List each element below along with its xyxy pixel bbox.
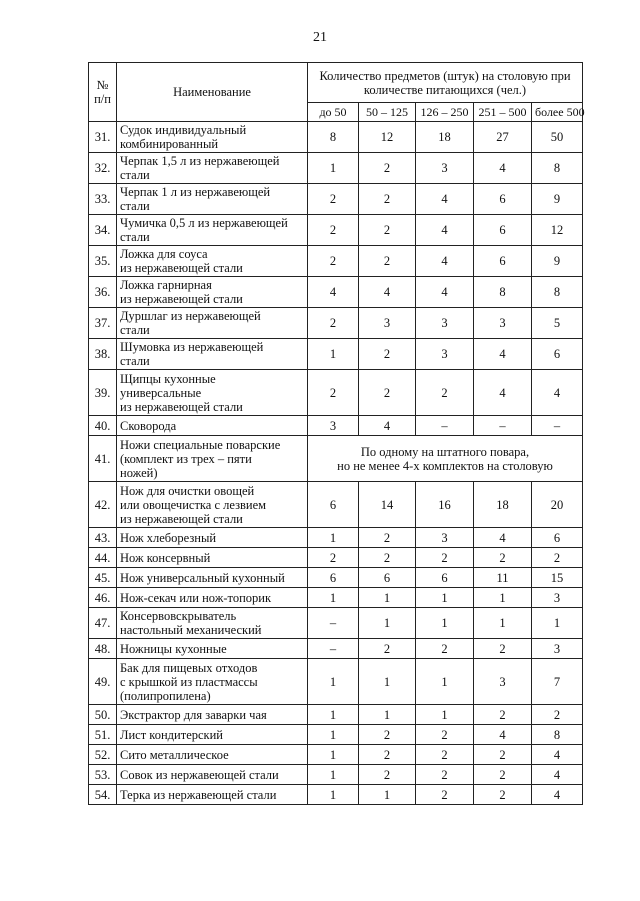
quantity-note [308,436,583,482]
row-number: 35. [89,246,117,277]
quantity-cell: 2 [474,745,532,765]
quantity-cell: 6 [359,568,416,588]
item-name-line: или овощечистка с лезвием [120,497,267,512]
item-name-line: стали [120,354,150,368]
quantity-cell: 2 [416,745,474,765]
quantity-cell: 6 [474,184,532,215]
row-number: 46. [89,588,117,608]
quantity-cell: 4 [474,339,532,370]
item-name-line: Ложка гарнирная [120,278,212,292]
item-name-line: стали [120,168,150,182]
table-row [89,785,583,805]
quantity-cell: 4 [474,153,532,184]
quantity-cell: 1 [308,659,359,705]
quantity-cell: 1 [474,588,532,608]
table-row [89,122,583,153]
item-name-line: Чумичка 0,5 л из нержавеющей [120,216,288,230]
quantity-cell: 1 [359,608,416,639]
row-number: 43. [89,528,117,548]
row-number: 50. [89,705,117,725]
item-name-line: Нож консервный [120,550,211,565]
quantity-cell: 4 [474,725,532,745]
quantity-cell: 2 [416,765,474,785]
quantity-cell: – [416,416,474,436]
item-name-line: (полипропилена) [120,688,211,703]
item-name-line: с крышкой из пластмассы [120,674,258,689]
item-name [117,436,308,482]
quantity-cell: 1 [308,339,359,370]
quantity-cell: 1 [308,745,359,765]
item-name-line: Консервовскрыватель [120,609,237,623]
quantity-cell: 4 [416,184,474,215]
item-name [117,215,308,246]
quantity-cell: 2 [359,184,416,215]
quantity-note-line: По одному на штатного повара, [360,444,530,459]
quantity-cell: 9 [532,184,583,215]
quantity-cell: 3 [416,339,474,370]
quantity-cell: 6 [474,215,532,246]
item-name-line: настольный механический [120,623,262,637]
quantity-cell: 1 [308,528,359,548]
item-name-line: из нержавеющей стали [120,399,243,414]
item-name-line: универсальные [120,385,202,400]
quantity-cell: 2 [308,308,359,339]
row-number: 38. [89,339,117,370]
item-name-line: Ложка для соуса [120,247,208,261]
quantity-cell: 1 [308,588,359,608]
quantity-note-line: но не менее 4-х комплектов на столовую [337,458,553,473]
quantity-cell: 4 [359,277,416,308]
quantity-cell: 18 [416,122,474,153]
quantity-cell: 2 [359,639,416,659]
item-name [117,153,308,184]
quantity-cell: 14 [359,482,416,528]
table-body [89,122,583,805]
quantity-cell: 2 [359,246,416,277]
header-num: № п/п [89,63,117,122]
quantity-cell: 1 [359,785,416,805]
table-row [89,705,583,725]
quantity-cell: 8 [532,725,583,745]
table-row [89,370,583,416]
quantity-cell: 5 [532,308,583,339]
header-col-5: более 500 [532,103,583,122]
row-number: 51. [89,725,117,745]
table-row [89,639,583,659]
quantity-cell: 1 [474,608,532,639]
quantity-cell: 2 [308,184,359,215]
quantity-cell: 2 [474,765,532,785]
quantity-cell: 3 [416,153,474,184]
table-row [89,339,583,370]
quantity-cell: 18 [474,482,532,528]
item-name [117,308,308,339]
item-name-line: Нож хлеборезный [120,530,217,545]
item-name [117,705,308,725]
table-row [89,215,583,246]
quantity-cell: – [532,416,583,436]
row-number: 53. [89,765,117,785]
quantity-cell: 2 [308,246,359,277]
item-name [117,339,308,370]
quantity-cell: 6 [308,482,359,528]
row-number: 36. [89,277,117,308]
item-name-line: Терка из нержавеющей стали [120,787,277,802]
item-name-line: Совок из нержавеющей стали [120,767,279,782]
quantity-cell: 2 [359,765,416,785]
item-name [117,370,308,416]
row-number: 47. [89,608,117,639]
item-name [117,725,308,745]
item-name-line: Нож для очистки овощей [120,483,255,498]
item-name-line: Черпак 1,5 л из нержавеющей [120,154,280,168]
table-row [89,528,583,548]
item-name-line: Дуршлаг из нержавеющей [120,309,261,323]
quantity-cell: 4 [416,246,474,277]
quantity-cell: 4 [416,277,474,308]
item-name [117,745,308,765]
quantity-cell: 4 [474,528,532,548]
quantity-cell: 8 [474,277,532,308]
item-name [117,659,308,705]
quantity-cell: 3 [532,588,583,608]
row-number: 37. [89,308,117,339]
quantity-cell: 4 [359,416,416,436]
row-number: 52. [89,745,117,765]
item-name [117,765,308,785]
row-number: 40. [89,416,117,436]
quantity-cell: 12 [532,215,583,246]
quantity-cell: 8 [308,122,359,153]
quantity-cell: 1 [308,785,359,805]
quantity-cell: 1 [308,153,359,184]
header-quantity: Количество предметов (штук) на столовую при количестве питающихся (чел.) [308,63,583,103]
page-number: 21 [313,30,327,45]
quantity-cell: 16 [416,482,474,528]
item-name-line: Нож-секач или нож-топорик [120,590,272,605]
quantity-cell: 4 [532,370,583,416]
table-row [89,184,583,215]
quantity-cell: 2 [474,548,532,568]
quantity-cell: 6 [308,568,359,588]
quantity-cell: 6 [532,339,583,370]
quantity-cell: 4 [532,745,583,765]
quantity-cell: 2 [416,785,474,805]
quantity-cell: 1 [359,588,416,608]
item-name-line: (комплект из трех – пяти [120,451,252,466]
item-name [117,122,308,153]
item-name-line: Щипцы кухонные [120,371,216,386]
quantity-cell: 3 [416,308,474,339]
item-name [117,568,308,588]
row-number: 32. [89,153,117,184]
quantity-cell: 20 [532,482,583,528]
quantity-cell: 1 [308,705,359,725]
item-name-line: Лист кондитерский [120,727,223,742]
quantity-cell: 1 [308,765,359,785]
quantity-cell: 4 [416,215,474,246]
row-number: 39. [89,370,117,416]
quantity-cell: 6 [416,568,474,588]
item-name-line: из нержавеющей стали [120,261,243,275]
item-name [117,482,308,528]
item-name-line: Экстрактор для заварки чая [120,707,267,722]
table-row [89,588,583,608]
header-col-4: 251 – 500 [474,103,532,122]
quantity-cell: 4 [474,370,532,416]
item-name-line: ножей) [120,465,158,480]
table-row [89,765,583,785]
quantity-cell: – [308,608,359,639]
quantity-cell: 8 [532,153,583,184]
table-row [89,416,583,436]
table-row [89,153,583,184]
quantity-cell: – [308,639,359,659]
quantity-cell: 4 [532,785,583,805]
table-row [89,745,583,765]
item-name [117,528,308,548]
quantity-cell: – [474,416,532,436]
item-name [117,246,308,277]
row-number: 54. [89,785,117,805]
quantity-cell: 2 [359,528,416,548]
table-row [89,482,583,528]
quantity-cell: 2 [359,370,416,416]
quantity-cell: 2 [359,339,416,370]
quantity-cell: 3 [532,639,583,659]
quantity-cell: 9 [532,246,583,277]
row-number: 44. [89,548,117,568]
table-row [89,725,583,745]
quantity-cell: 2 [359,153,416,184]
quantity-cell: 3 [474,308,532,339]
quantity-cell: 3 [474,659,532,705]
row-number: 41. [89,436,117,482]
quantity-cell: 1 [532,608,583,639]
quantity-cell: 2 [474,785,532,805]
item-name [117,184,308,215]
item-name-line: стали [120,323,150,337]
item-name-line: стали [120,199,150,213]
quantity-cell: 2 [474,639,532,659]
quantity-cell: 1 [416,705,474,725]
item-name-line: из нержавеющей стали [120,292,243,306]
header-name: Наименование [117,63,308,122]
quantity-cell: 1 [359,659,416,705]
item-name-line: комбинированный [120,137,219,151]
row-number: 33. [89,184,117,215]
table-row [89,277,583,308]
quantity-cell: 6 [532,528,583,548]
quantity-cell: 2 [308,548,359,568]
quantity-cell: 2 [532,548,583,568]
item-name-line: Шумовка из нержавеющей [120,340,264,354]
quantity-cell: 50 [532,122,583,153]
item-name [117,785,308,805]
quantity-cell: 1 [416,608,474,639]
quantity-cell: 2 [416,370,474,416]
inventory-table [88,62,583,805]
quantity-cell: 2 [359,745,416,765]
quantity-cell: 1 [416,588,474,608]
quantity-cell: 11 [474,568,532,588]
row-number: 49. [89,659,117,705]
item-name-line: Бак для пищевых отходов [120,660,258,675]
quantity-cell: 2 [359,215,416,246]
header-col-1: до 50 [308,103,359,122]
quantity-cell: 2 [474,705,532,725]
quantity-cell: 1 [416,659,474,705]
quantity-cell: 2 [416,548,474,568]
quantity-cell: 15 [532,568,583,588]
item-name-line: Ножницы кухонные [120,641,227,656]
item-name-line: из нержавеющей стали [120,511,243,526]
item-name-line: стали [120,230,150,244]
item-name-line: Сито металлическое [120,747,229,762]
header-col-3: 126 – 250 [416,103,474,122]
quantity-cell: 2 [359,725,416,745]
table-row [89,548,583,568]
item-name [117,588,308,608]
item-name-line: Ножи специальные поварские [120,437,281,452]
item-name-line: Черпак 1 л из нержавеющей [120,185,271,199]
quantity-cell: 3 [308,416,359,436]
header-col-2: 50 – 125 [359,103,416,122]
item-name-line: Судок индивидуальный [120,123,247,137]
quantity-cell: 8 [532,277,583,308]
quantity-cell: 4 [308,277,359,308]
table-row [89,608,583,639]
row-number: 48. [89,639,117,659]
quantity-cell: 6 [474,246,532,277]
table-row [89,436,583,482]
quantity-cell: 3 [416,528,474,548]
row-number: 31. [89,122,117,153]
quantity-cell: 2 [532,705,583,725]
quantity-cell: 7 [532,659,583,705]
item-name [117,639,308,659]
row-number: 34. [89,215,117,246]
quantity-cell: 2 [308,370,359,416]
item-name-line: Сковорода [120,418,177,433]
quantity-cell: 2 [416,639,474,659]
row-number: 45. [89,568,117,588]
row-number: 42. [89,482,117,528]
item-name [117,608,308,639]
quantity-cell: 27 [474,122,532,153]
quantity-cell: 12 [359,122,416,153]
quantity-cell: 2 [416,725,474,745]
table-row [89,308,583,339]
table-row [89,568,583,588]
table-row [89,246,583,277]
quantity-cell: 1 [359,705,416,725]
item-name [117,416,308,436]
quantity-cell: 4 [532,765,583,785]
item-name-line: Нож универсальный кухонный [120,570,285,585]
quantity-cell: 2 [359,548,416,568]
item-name [117,277,308,308]
quantity-cell: 3 [359,308,416,339]
item-name [117,548,308,568]
quantity-cell: 1 [308,725,359,745]
table-row [89,659,583,705]
quantity-cell: 2 [308,215,359,246]
